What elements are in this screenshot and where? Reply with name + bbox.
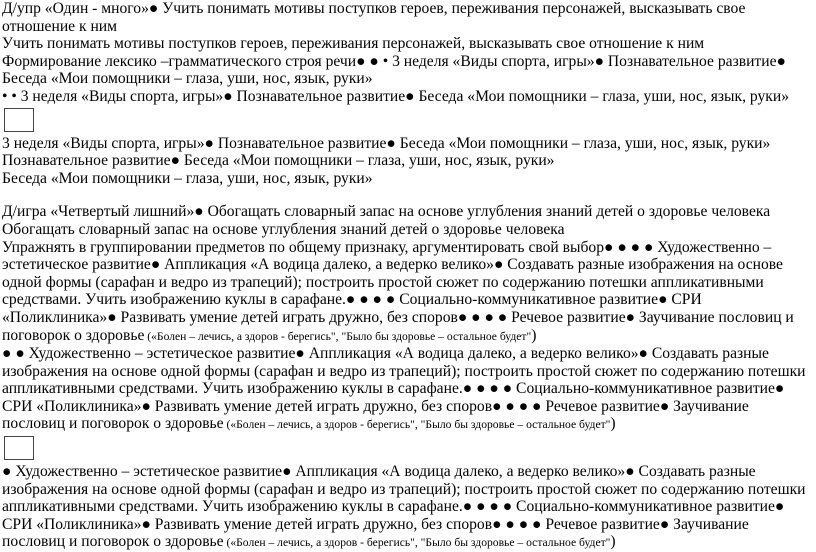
paragraph-3-proverbs: («Болен – лечись, а здоров - берегись", "Было бы здоровье – остальное будет": [223, 536, 611, 550]
paragraph-3: [2, 463, 812, 552]
text-line-2: Учить понимать мотивы поступков героев, переживания персонажей, высказывать свое отношение к ним: [2, 35, 705, 53]
paragraph-1: [2, 239, 812, 346]
empty-image-frame-2: [4, 436, 34, 460]
empty-image-frame: [4, 108, 34, 132]
paragraph-2-end: ): [610, 415, 616, 433]
text-line-5: 3 неделя «Виды спорта, игры»● Познавательное развитие● Беседа «Мои помощники – глаза, уши, нос, язык, руки»: [2, 134, 771, 152]
paragraph-1-main: Упражнять в группировании предметов по общему признаку, аргументировать свой выбор● ● ● ● Художественно – эстетическое развитие● Аппликация «А водица далеко, а ведерко велико»● Создавать разные изображения на основе одной формы (сарафан и ведро из трапеций); построить простой сюжет по содержанию потешки аппликативными средствами. Учить изображению куклы в сарафане.● ● ● ● Социально-коммуникативное развитие● СРИ «Поликлиника»● Развивать умение детей играть дружно, без споров● ● ● ● Речевое развитие● Заучивание пословиц и поговорок о здоровье: [2, 238, 794, 344]
text-line-7: Беседа «Мои помощники – глаза, уши, нос, язык, руки»: [2, 169, 373, 187]
blank-gap: [2, 187, 812, 203]
paragraph-3-end: ): [610, 533, 616, 551]
text-line-1: Д/упр «Один - много»● Учить понимать мотивы поступков героев, переживания персонажей, высказывать свое отношение к ним: [2, 0, 746, 35]
paragraph-1-proverbs: («Болен – лечись, а здоров - берегись", "Было бы здоровье – остальное будет": [144, 329, 532, 343]
text-line-9: Обогащать словарный запас на основе углубления знаний детей о здоровье человека: [2, 220, 565, 238]
paragraph-3-main: ● Художественно – эстетическое развитие● Аппликация «А водица далеко, а ведерко велико»● Создавать разные изображения на основе одной формы (сарафан и ведро из трапеций); построить простой сюжет по содержанию потешки аппликативными средствами. Учить изображению куклы в сарафане.● ● ● ● Социально-коммуникативное развитие● СРИ «Поликлиника»● Развивать умение детей играть дружно, без споров● ● ● ● Речевое развитие● Заучивание пословиц и поговорок о здоровье: [2, 463, 806, 551]
text-line-4: • • 3 неделя «Виды спорта, игры»● Познавательное развитие● Беседа «Мои помощники – глаза, уши, нос, язык, руки»: [2, 87, 790, 105]
paragraph-2: [2, 345, 812, 434]
text-line-8: Д/игра «Четвертый лишний»● Обогащать словарный запас на основе углубления знаний детей о здоровье человека: [2, 203, 771, 221]
paragraph-2-proverbs: («Болен – лечись, а здоров - берегись", "Было бы здоровье – остальное будет": [223, 418, 611, 432]
paragraph-2-main: ● ● Художественно – эстетическое развитие● Аппликация «А водица далеко, а ведерко велико»● Создавать разные изображения на основе одной формы (сарафан и ведро из трапеций); построить простой сюжет по содержанию потешки аппликативными средствами. Учить изображению куклы в сарафане.● ● ● ● Социально-коммуникативное развитие● СРИ «Поликлиника»● Развивать умение детей играть дружно, без споров● ● ● ● Речевое развитие● Заучивание пословиц и поговорок о здоровье: [2, 345, 806, 433]
text-line-6: Познавательное развитие● Беседа «Мои помощники – глаза, уши, нос, язык, руки»: [2, 152, 555, 170]
paragraph-1-end: ): [531, 326, 537, 344]
text-line-3: Формирование лексико –грамматического строя речи● ● • 3 неделя «Виды спорта, игры»● Познавательное развитие● Беседа «Мои помощники – глаза, уши, нос, язык, руки»: [2, 52, 786, 88]
